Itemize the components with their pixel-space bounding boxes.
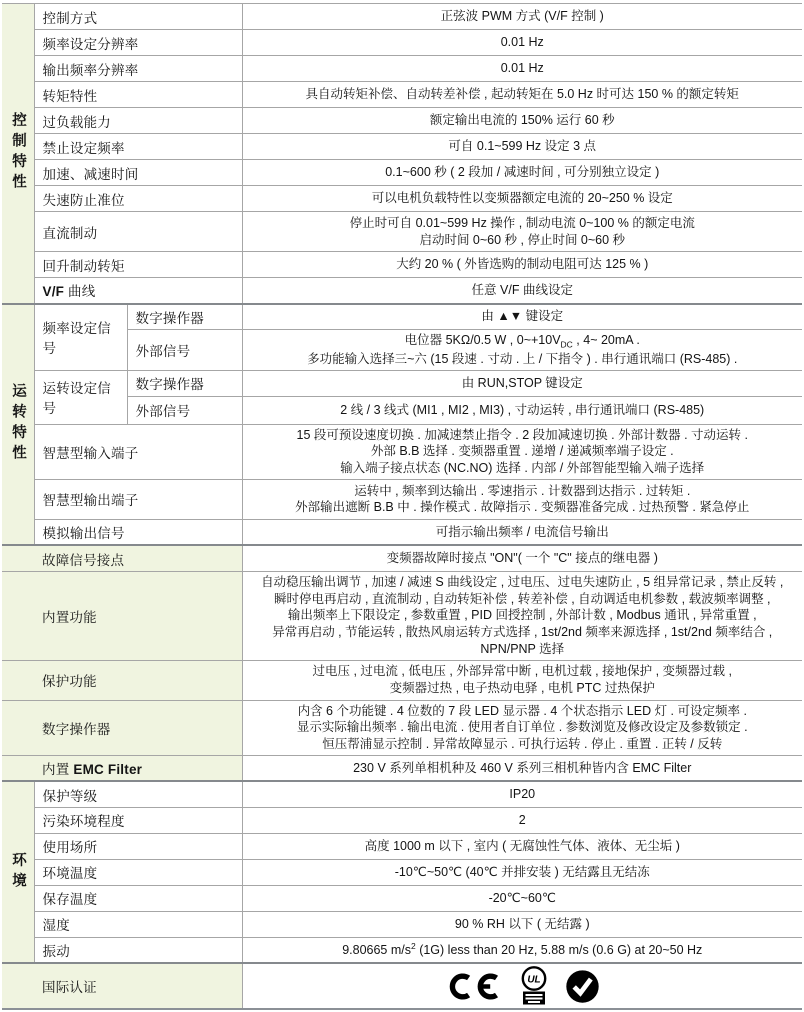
spec-table-body [2,4,802,1010]
spec-label: 污染环境程度 [34,807,242,833]
spec-row [2,424,802,479]
spec-label: 控制方式 [34,4,242,30]
spec-value: IP20 [242,781,802,807]
spec-value: 可自 0.1~599 Hz 设定 3 点 [242,134,802,160]
spec-value: 可指示输出频率 / 电流信号输出 [242,519,802,545]
spec-row [2,82,802,108]
spec-value: 过电压 , 过电流 , 低电压 , 外部异常中断 , 电机过载 , 接地保护 , 变频器过载 , 变频器过热 , 电子热动电驿 , 电机 PTC 过热保护 [242,660,802,700]
spec-label: 数字操作器 [2,700,242,755]
spec-label: 国际认证 [2,963,242,1009]
spec-sub-label: 外部信号 [127,330,242,371]
spec-value: 0.01 Hz [242,56,802,82]
spec-value: -10℃~50℃ (40℃ 并排安装 ) 无结露且无结冻 [242,859,802,885]
spec-value: 变频器故障时接点 "ON"( 一个 "C" 接点的继电器 ) [242,545,802,571]
spec-label: 环境温度 [34,859,242,885]
spec-label: 故障信号接点 [2,545,242,571]
certification-logos [242,963,802,1009]
spec-value: 由 ▲▼ 键设定 [242,304,802,330]
spec-label: 过负载能力 [34,108,242,134]
spec-row [2,479,802,519]
spec-value: 自动稳压输出调节 , 加速 / 减速 S 曲线设定 , 过电压、过电失速防止 , 5 组异常记录 , 禁止反转 , 瞬时停电再启动 , 直流制动 , 自动转矩补偿 , 转差补偿 , 自动调适电机参数 , 载波频率调整 , 输出频率上下限设定 , 参数重置 , PID 回授控制 , 外部计数 , Modbus 通讯 , 异常重置 , 异常再启动 , 节能运转 , 散热风扇运转方式选择 , 1st/2nd 频率来源选择 , 1st/2nd 频率结合 , NPN/PNP 选择 [242,571,802,660]
spec-value: 内含 6 个功能键 . 4 位数的 7 段 LED 显示器 . 4 个状态指示 LED 灯 . 可设定频率 . 显示实际输出频率 . 输出电流 . 使用者自订单位 . 参数浏览及修改设定及参数锁定 . 恒压帮浦显示控制 . 异常故障显示 . 可执行运转 . 停止 . 重置 . 正转 / 反转 [242,700,802,755]
section-category-label: 运转特性 [10,383,26,466]
spec-value: 90 % RH 以下 ( 无结露 ) [242,911,802,937]
logo-row [251,966,795,1006]
spec-value: 具自动转矩补偿、自动转差补偿 , 起动转矩在 5.0 Hz 时可达 150 % 的额定转矩 [242,82,802,108]
spec-sub-label: 外部信号 [127,396,242,424]
spec-label: 智慧型输入端子 [34,424,242,479]
spec-label: 直流制动 [34,212,242,252]
spec-label: V/F 曲线 [34,278,242,304]
spec-row [2,30,802,56]
spec-row [2,963,802,1009]
spec-value: 运转中 , 频率到达输出 . 零速指示 . 计数器到达指示 . 过转矩 . 外部输出遮断 B.B 中 . 操作模式 . 故障指示 . 变频器准备完成 . 过热预警 . 紧急停止 [242,479,802,519]
spec-row [2,571,802,660]
spec-row [2,859,802,885]
spec-group-label: 运转设定信号 [34,370,127,424]
section-category-label: 控制特性 [10,112,26,195]
svg-text:UL: UL [527,974,541,986]
spec-row [2,807,802,833]
ce-mark-icon [445,973,503,1000]
spec-label: 禁止设定频率 [34,134,242,160]
spec-value: 9.80665 $m/s^2$ (1G) less than 20 Hz, 5.88 m/s (0.6 G) at 20~50 Hz [242,937,802,963]
spec-label: 使用场所 [34,833,242,859]
spec-row [2,212,802,252]
spec-value: 0.1~600 秒 ( 2 段加 / 减速时间 , 可分别独立设定 ) [242,160,802,186]
spec-value: 2 [242,807,802,833]
spec-row [2,304,802,330]
spec-row [2,108,802,134]
spec-value: -20℃~60℃ [242,885,802,911]
spec-label: 模拟输出信号 [34,519,242,545]
c-tick-mark-icon [565,969,600,1004]
spec-row [2,370,802,396]
spec-value: 15 段可预设速度切换 . 加减速禁止指令 . 2 段加减速切换 . 外部计数器 . 寸动运转 . 外部 B.B 选择 . 变频器重置 . 递增 / 递减频率端子设定 . 输入端子接点状态 (NC.NO) 选择 . 内部 / 外部智能型输入端子选择 [242,424,802,479]
spec-label: 保存温度 [34,885,242,911]
ul-mark-icon [519,966,549,1006]
spec-row [2,186,802,212]
spec-value: 0.01 Hz [242,30,802,56]
spec-group-label: 频率设定信号 [34,304,127,371]
spec-label: 内置 EMC Filter [2,755,242,781]
spec-value: 高度 1000 m 以下 , 室内 ( 无腐蚀性气体、液体、无尘垢 ) [242,833,802,859]
spec-label: 失速防止准位 [34,186,242,212]
spec-sub-label: 数字操作器 [127,370,242,396]
spec-label: 湿度 [34,911,242,937]
spec-label: 回升制动转矩 [34,252,242,278]
spec-row [2,755,802,781]
spec-row [2,56,802,82]
spec-value: 额定输出电流的 150% 运行 60 秒 [242,108,802,134]
spec-value: 由 RUN,STOP 键设定 [242,370,802,396]
spec-value: 停止时可自 0.01~599 Hz 操作 , 制动电流 0~100 % 的额定电流 启动时间 0~60 秒 , 停止时间 0~60 秒 [242,212,802,252]
spec-row [2,4,802,30]
spec-row [2,833,802,859]
spec-value: 230 V 系列单相机种及 460 V 系列三相机种皆内含 EMC Filter [242,755,802,781]
spec-row [2,545,802,571]
spec-label: 振动 [34,937,242,963]
spec-value: 2 线 / 3 线式 (MI1 , MI2 , MI3) , 寸动运转 , 串行通讯端口 (RS-485) [242,396,802,424]
spec-label: 频率设定分辨率 [34,30,242,56]
spec-row [2,700,802,755]
section-category-cell [2,781,34,963]
spec-label: 输出频率分辨率 [34,56,242,82]
spec-label: 保护等级 [34,781,242,807]
spec-value: 任意 V/F 曲线设定 [242,278,802,304]
spec-table [2,3,802,1010]
spec-value: 电位器 5KΩ/0.5 W , $0\sim+10V_{DC}$ , 4~ 20mA . 多功能输入选择三~六 (15 段速 . 寸动 . 上 / 下指令 ) . 串行通讯端口 (RS-485) . [242,330,802,371]
spec-sub-label: 数字操作器 [127,304,242,330]
section-category-cell [2,304,34,546]
section-category-cell [2,4,34,304]
spec-row [2,252,802,278]
spec-label: 保护功能 [2,660,242,700]
spec-row [2,519,802,545]
spec-row [2,134,802,160]
spec-row [2,278,802,304]
spec-row [2,160,802,186]
section-category-label: 环境 [10,851,26,893]
spec-row [2,937,802,963]
spec-value: 正弦波 PWM 方式 (V/F 控制 ) [242,4,802,30]
spec-row [2,885,802,911]
spec-label: 智慧型输出端子 [34,479,242,519]
spec-value: 可以电机负载特性以变频器额定电流的 20~250 % 设定 [242,186,802,212]
spec-label: 加速、减速时间 [34,160,242,186]
spec-label: 转矩特性 [34,82,242,108]
spec-row [2,781,802,807]
spec-value: 大约 20 % ( 外皆选购的制动电阻可达 125 % ) [242,252,802,278]
spec-row [2,911,802,937]
spec-label: 内置功能 [2,571,242,660]
spec-row [2,660,802,700]
